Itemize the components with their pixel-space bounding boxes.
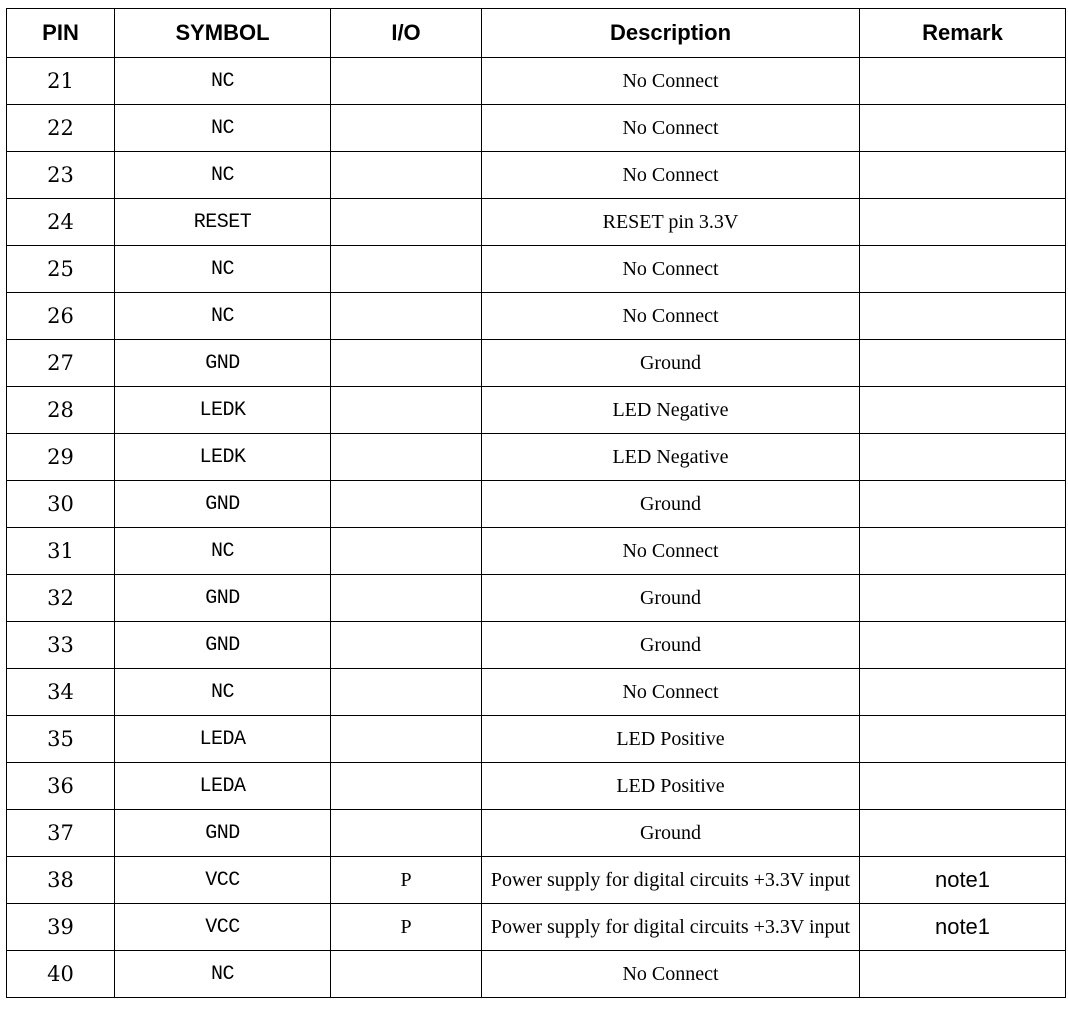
header-row — [7, 9, 1066, 58]
remark-cell — [860, 669, 1066, 716]
io-cell: P — [331, 904, 482, 951]
pin-cell: 37 — [7, 810, 115, 857]
description-cell: No Connect — [482, 152, 860, 199]
pin-cell: 39 — [7, 904, 115, 951]
description-cell: Ground — [482, 622, 860, 669]
header-symbol: SYMBOL — [115, 9, 331, 58]
symbol-cell: NC — [115, 58, 331, 105]
symbol-cell: GND — [115, 481, 331, 528]
description-cell: No Connect — [482, 528, 860, 575]
pin-cell: 23 — [7, 152, 115, 199]
remark-cell — [860, 481, 1066, 528]
io-cell — [331, 622, 482, 669]
symbol-cell: NC — [115, 152, 331, 199]
io-cell — [331, 105, 482, 152]
table-row — [7, 58, 1066, 105]
pin-cell: 21 — [7, 58, 115, 105]
pin-cell: 30 — [7, 481, 115, 528]
io-cell — [331, 340, 482, 387]
table-row — [7, 152, 1066, 199]
table-row — [7, 434, 1066, 481]
symbol-cell: GND — [115, 810, 331, 857]
symbol-cell: NC — [115, 528, 331, 575]
pin-cell: 33 — [7, 622, 115, 669]
table-row — [7, 622, 1066, 669]
table-row — [7, 716, 1066, 763]
description-cell: Ground — [482, 481, 860, 528]
io-cell: P — [331, 857, 482, 904]
description-cell: RESET pin 3.3V — [482, 199, 860, 246]
symbol-cell: VCC — [115, 904, 331, 951]
table-body — [7, 58, 1066, 998]
pin-cell: 29 — [7, 434, 115, 481]
table-row — [7, 575, 1066, 622]
pin-cell: 22 — [7, 105, 115, 152]
symbol-cell: NC — [115, 293, 331, 340]
description-cell: Power supply for digital circuits +3.3V input — [482, 904, 860, 951]
remark-cell — [860, 951, 1066, 998]
pin-cell: 28 — [7, 387, 115, 434]
remark-cell — [860, 575, 1066, 622]
pin-cell: 34 — [7, 669, 115, 716]
header-description: Description — [482, 9, 860, 58]
pin-cell: 25 — [7, 246, 115, 293]
remark-cell: note1 — [860, 904, 1066, 951]
io-cell — [331, 669, 482, 716]
io-cell — [331, 716, 482, 763]
table-row — [7, 387, 1066, 434]
io-cell — [331, 246, 482, 293]
description-cell: No Connect — [482, 669, 860, 716]
symbol-cell: VCC — [115, 857, 331, 904]
symbol-cell: NC — [115, 246, 331, 293]
pin-assignment-table — [6, 8, 1066, 998]
io-cell — [331, 387, 482, 434]
io-cell — [331, 575, 482, 622]
description-cell: No Connect — [482, 105, 860, 152]
symbol-cell: LEDK — [115, 387, 331, 434]
remark-cell — [860, 199, 1066, 246]
description-cell: LED Negative — [482, 387, 860, 434]
io-cell — [331, 199, 482, 246]
symbol-cell: LEDA — [115, 763, 331, 810]
description-cell: LED Negative — [482, 434, 860, 481]
description-cell: Power supply for digital circuits +3.3V input — [482, 857, 860, 904]
pin-cell: 35 — [7, 716, 115, 763]
io-cell — [331, 434, 482, 481]
description-cell: No Connect — [482, 246, 860, 293]
io-cell — [331, 810, 482, 857]
table-row — [7, 763, 1066, 810]
remark-cell — [860, 387, 1066, 434]
table-row — [7, 810, 1066, 857]
description-cell: LED Positive — [482, 763, 860, 810]
io-cell — [331, 58, 482, 105]
pin-cell: 27 — [7, 340, 115, 387]
symbol-cell: NC — [115, 105, 331, 152]
remark-cell — [860, 58, 1066, 105]
description-cell: Ground — [482, 810, 860, 857]
description-cell: Ground — [482, 340, 860, 387]
pin-cell: 36 — [7, 763, 115, 810]
io-cell — [331, 481, 482, 528]
symbol-cell: NC — [115, 951, 331, 998]
pin-cell: 32 — [7, 575, 115, 622]
table-row — [7, 293, 1066, 340]
table-row — [7, 246, 1066, 293]
pin-cell: 40 — [7, 951, 115, 998]
symbol-cell: NC — [115, 669, 331, 716]
remark-cell — [860, 340, 1066, 387]
io-cell — [331, 763, 482, 810]
table-row — [7, 669, 1066, 716]
io-cell — [331, 951, 482, 998]
remark-cell — [860, 528, 1066, 575]
remark-cell — [860, 434, 1066, 481]
remark-cell — [860, 246, 1066, 293]
header-remark: Remark — [860, 9, 1066, 58]
symbol-cell: GND — [115, 622, 331, 669]
table-row — [7, 481, 1066, 528]
remark-cell: note1 — [860, 857, 1066, 904]
remark-cell — [860, 810, 1066, 857]
io-cell — [331, 293, 482, 340]
remark-cell — [860, 105, 1066, 152]
description-cell: No Connect — [482, 951, 860, 998]
table-row — [7, 951, 1066, 998]
pin-cell: 24 — [7, 199, 115, 246]
io-cell — [331, 152, 482, 199]
table-header — [7, 9, 1066, 58]
table-row — [7, 528, 1066, 575]
remark-cell — [860, 622, 1066, 669]
symbol-cell: LEDA — [115, 716, 331, 763]
table-row — [7, 340, 1066, 387]
remark-cell — [860, 293, 1066, 340]
symbol-cell: GND — [115, 575, 331, 622]
remark-cell — [860, 152, 1066, 199]
table-row — [7, 904, 1066, 951]
description-cell: No Connect — [482, 293, 860, 340]
symbol-cell: RESET — [115, 199, 331, 246]
header-pin: PIN — [7, 9, 115, 58]
pin-cell: 26 — [7, 293, 115, 340]
description-cell: Ground — [482, 575, 860, 622]
table-row — [7, 857, 1066, 904]
table-row — [7, 199, 1066, 246]
remark-cell — [860, 763, 1066, 810]
remark-cell — [860, 716, 1066, 763]
pin-cell: 38 — [7, 857, 115, 904]
table-row — [7, 105, 1066, 152]
io-cell — [331, 528, 482, 575]
pin-cell: 31 — [7, 528, 115, 575]
header-io: I/O — [331, 9, 482, 58]
symbol-cell: GND — [115, 340, 331, 387]
description-cell: LED Positive — [482, 716, 860, 763]
symbol-cell: LEDK — [115, 434, 331, 481]
description-cell: No Connect — [482, 58, 860, 105]
